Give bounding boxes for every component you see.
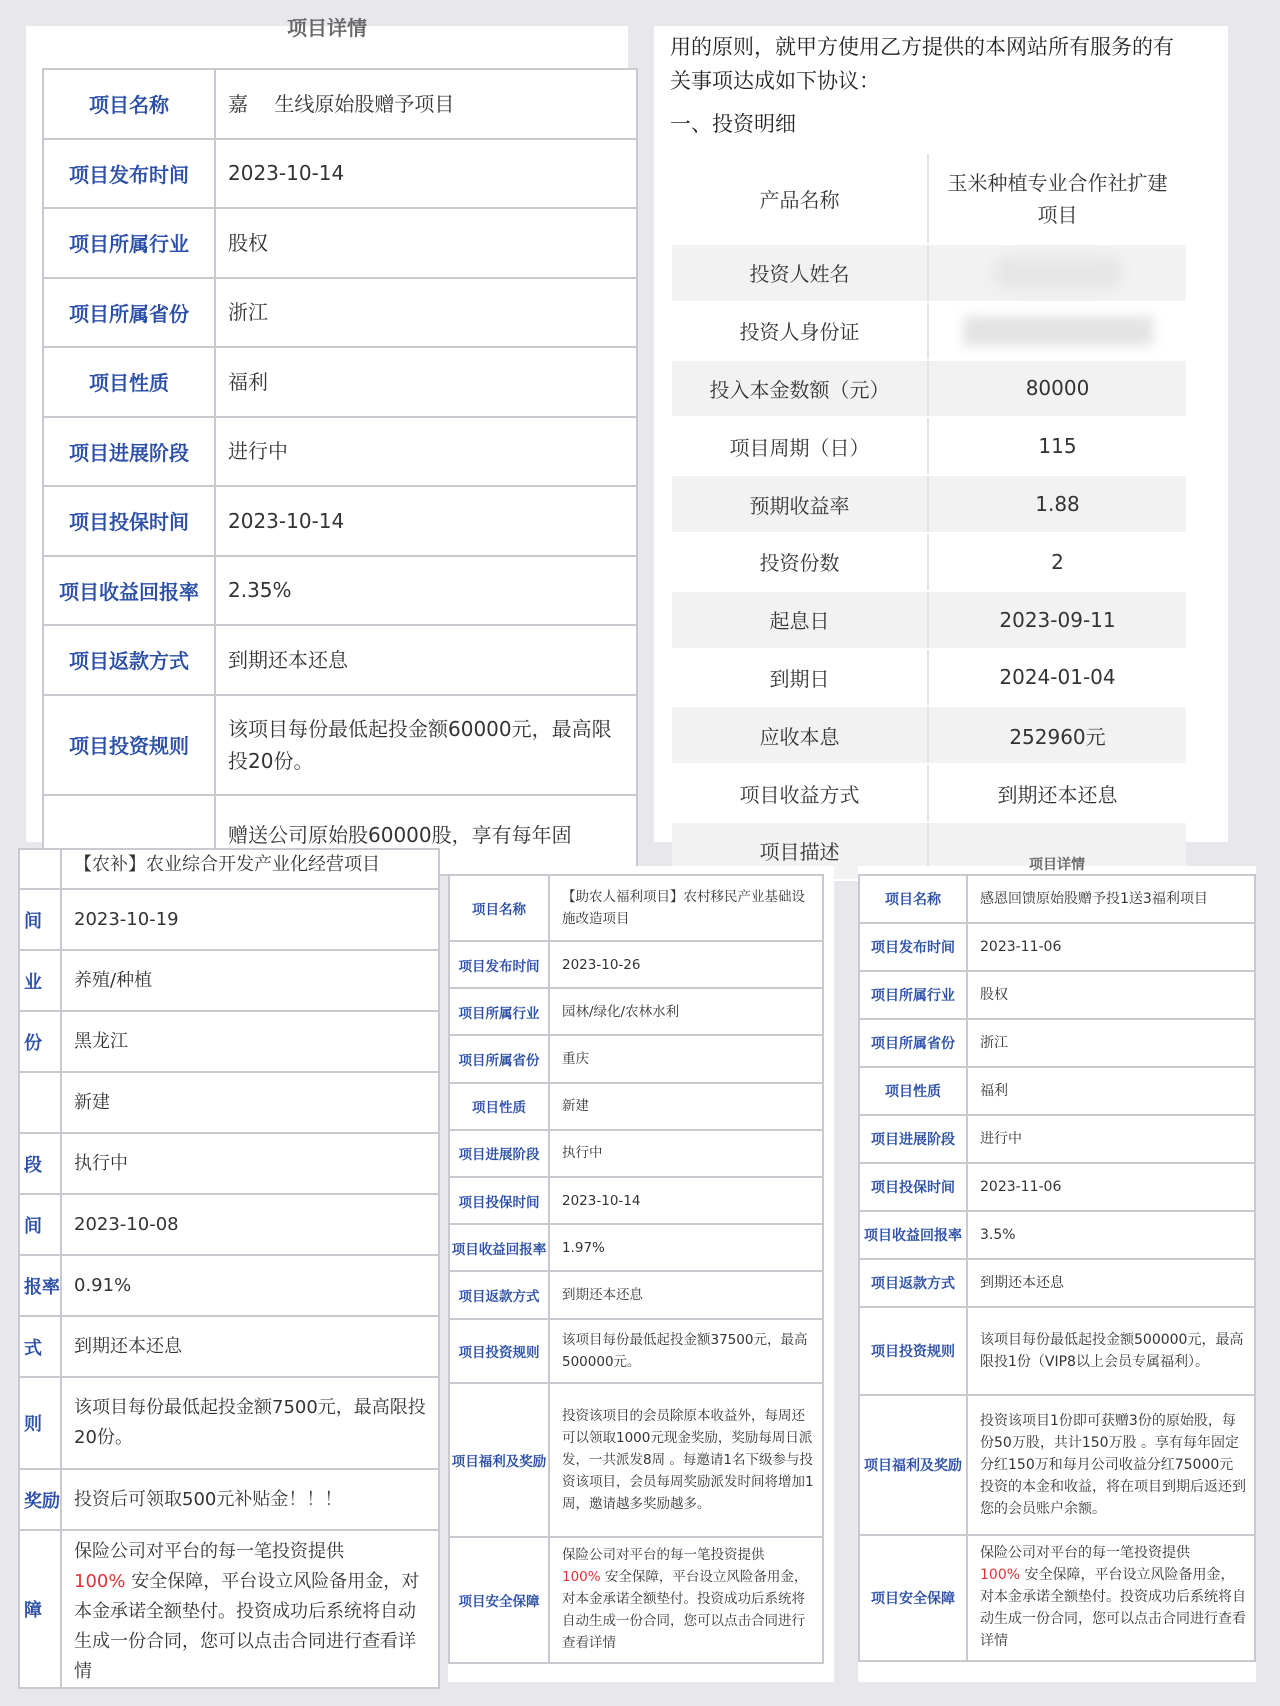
row-label: 项目福利及奖励	[859, 1395, 967, 1535]
contract-intro-text: 用的原则，就甲方使用乙方提供的本网站所有服务的有关事项达成如下协议：	[670, 35, 1174, 93]
table-row	[672, 764, 1186, 822]
row-value: 1.97%	[549, 1224, 823, 1271]
row-label: 投资人姓名	[672, 244, 928, 302]
table-row	[859, 1395, 1255, 1535]
safety-percent: 100%	[562, 1568, 601, 1585]
panel-title: 项目详情	[287, 16, 367, 40]
table-row	[19, 1194, 439, 1255]
row-label: 项目投保时间	[859, 1163, 967, 1211]
table-row	[672, 533, 1186, 591]
table-row	[859, 1019, 1255, 1067]
row-value: 2023-11-06	[967, 1163, 1255, 1211]
row-label: 项目返款方式	[449, 1271, 549, 1318]
row-value: 玉米种植专业合作社扩建项目	[928, 154, 1186, 244]
table-row	[19, 1011, 439, 1072]
row-value: 2023-10-26	[549, 941, 823, 988]
row-label: 项目安全保障	[859, 1535, 967, 1661]
row-label: 业	[19, 950, 61, 1011]
table-row	[672, 302, 1186, 360]
safety-text-rest: 安全保障，平台设立风险备用金，对本金承诺全额垫付。投资成功后系统将自动生成一份合同，您可以点击合同进行查看详情	[562, 1568, 808, 1651]
table-row	[19, 1255, 439, 1316]
row-label: 项目进展阶段	[449, 1130, 549, 1177]
investment-detail-table	[672, 154, 1186, 881]
redaction-blur	[963, 316, 1153, 346]
table-row	[449, 1130, 823, 1177]
row-value: 浙江	[967, 1019, 1255, 1067]
row-value: 2023-11-06	[967, 923, 1255, 971]
row-label: 投资人身份证	[672, 302, 928, 360]
row-label: 项目发布时间	[859, 923, 967, 971]
row-label: 项目投保时间	[43, 486, 215, 556]
table-row	[19, 889, 439, 950]
row-label: 项目所属省份	[859, 1019, 967, 1067]
row-value: 0.91%	[61, 1255, 439, 1316]
panel-project-detail-5	[858, 857, 1256, 1682]
row-value: 赠送公司原始股60000股，享有每年固	[215, 795, 637, 875]
row-label: 项目名称	[449, 875, 549, 941]
row-label: 障	[19, 1530, 61, 1688]
row-label: 奖励	[19, 1469, 61, 1530]
row-value: 2023-10-08	[61, 1194, 439, 1255]
table-row	[859, 875, 1255, 923]
panel-project-detail-1	[26, 16, 628, 847]
safety-text	[967, 1535, 1255, 1661]
row-label: 项目收益回报率	[43, 556, 215, 626]
row-label: 项目安全保障	[449, 1537, 549, 1663]
table-row	[43, 347, 637, 417]
table-row	[19, 1072, 439, 1133]
row-value: 252960元	[928, 706, 1186, 764]
row-value: 执行中	[61, 1133, 439, 1194]
table-row	[672, 417, 1186, 475]
table-row	[859, 1115, 1255, 1163]
table-row	[672, 706, 1186, 764]
table-row-safety	[449, 1537, 823, 1663]
row-value: 2023-10-19	[61, 889, 439, 950]
row-label: 项目性质	[43, 347, 215, 417]
row-label: 项目所属行业	[859, 971, 967, 1019]
table-row	[43, 556, 637, 626]
row-label: 项目描述	[672, 822, 928, 880]
row-label: 间	[19, 889, 61, 950]
row-label: 间	[19, 1194, 61, 1255]
row-value: 投资后可领取500元补贴金！！！	[61, 1469, 439, 1530]
row-value: 到期还本还息	[61, 1316, 439, 1377]
row-label: 项目投保时间	[449, 1177, 549, 1224]
row-value: 3.5%	[967, 1211, 1255, 1259]
row-label: 项目发布时间	[43, 139, 215, 209]
row-label: 项目投资规则	[449, 1319, 549, 1383]
table-row	[859, 971, 1255, 1019]
row-value: 福利	[215, 347, 637, 417]
table-row	[449, 1383, 823, 1537]
safety-percent: 100%	[74, 1571, 126, 1592]
table-row	[449, 1177, 823, 1224]
row-value: 新建	[549, 1083, 823, 1130]
safety-text-lead: 保险公司对平台的每一笔投资提供	[980, 1545, 1190, 1561]
table-row	[43, 695, 637, 795]
row-value: 股权	[967, 971, 1255, 1019]
row-value: 1.88	[928, 475, 1186, 533]
row-value: 进行中	[967, 1115, 1255, 1163]
row-label: 项目所属省份	[449, 1035, 549, 1082]
redaction-blur	[993, 257, 1123, 289]
table-row	[449, 988, 823, 1035]
row-value: 【农补】农业综合开发产业化经营项目	[61, 849, 439, 889]
table-row	[672, 244, 1186, 302]
table-row	[449, 1271, 823, 1318]
row-label	[19, 849, 61, 889]
redacted-value	[928, 244, 1186, 302]
safety-text-lead: 保险公司对平台的每一笔投资提供	[562, 1546, 765, 1563]
table-row	[43, 208, 637, 278]
table-row	[672, 360, 1186, 418]
row-value: 股权	[215, 208, 637, 278]
redacted-value	[928, 302, 1186, 360]
row-value: 该项目每份最低起投金额60000元，最高限投20份。	[215, 695, 637, 795]
row-value: 2023-10-14	[215, 486, 637, 556]
row-label: 投资份数	[672, 533, 928, 591]
row-label: 报率	[19, 1255, 61, 1316]
table-row	[449, 1035, 823, 1082]
row-label: 项目收益回报率	[859, 1211, 967, 1259]
row-label: 项目进展阶段	[859, 1115, 967, 1163]
safety-text-lead: 保险公司对平台的每一笔投资提供	[74, 1541, 344, 1562]
row-label: 段	[19, 1133, 61, 1194]
safety-text	[549, 1537, 823, 1663]
table-row	[859, 1211, 1255, 1259]
row-label: 预期收益率	[672, 475, 928, 533]
row-label: 起息日	[672, 591, 928, 649]
row-value: 投资该项目的会员除原本收益外，每周还可以领取1000元现金奖励，奖励每周日派发，一共派发8周 。每邀请1名下级参与投资该项目，会员每周奖励派发时间将增加1周，邀请越多奖励越多。	[549, 1383, 823, 1537]
table-row	[859, 1163, 1255, 1211]
row-value: 2023-10-14	[549, 1177, 823, 1224]
row-value: 福利	[967, 1067, 1255, 1115]
detail-table	[448, 874, 824, 1664]
panel-project-detail-4	[448, 866, 834, 1682]
table-row	[19, 1316, 439, 1377]
table-row	[859, 1259, 1255, 1307]
row-label: 项目发布时间	[449, 941, 549, 988]
row-value: 投资该项目1份即可获赠3份的原始股，每份50万股，共计150万股 。享有每年固定分红150万和每月公司收益分红75000元 投资的本金和收益，将在项目到期后返还到您的会员账户余额。	[967, 1395, 1255, 1535]
row-label: 项目福利及奖励	[449, 1383, 549, 1537]
table-row	[672, 591, 1186, 649]
table-row	[449, 1319, 823, 1383]
row-label: 项目名称	[859, 875, 967, 923]
row-label: 项目返款方式	[43, 625, 215, 695]
row-value: 到期还本还息	[549, 1271, 823, 1318]
row-value: 2024-01-04	[928, 649, 1186, 707]
row-value: 【助农人福利项目】农村移民产业基础设施改造项目	[549, 875, 823, 941]
row-label: 投入本金数额（元）	[672, 360, 928, 418]
table-row-safety	[859, 1535, 1255, 1661]
row-label: 产品名称	[672, 154, 928, 244]
safety-text-rest: 安全保障，平台设立风险备用金，对本金承诺全额垫付。投资成功后系统将自动生成一份合同，您可以点击合同进行查看详情	[74, 1571, 420, 1682]
table-row	[672, 649, 1186, 707]
row-value: 浙江	[215, 278, 637, 348]
row-label	[19, 1072, 61, 1133]
table-row	[43, 486, 637, 556]
table-row	[19, 849, 439, 889]
table-row	[19, 1377, 439, 1469]
row-value: 到期还本还息	[928, 764, 1186, 822]
table-row	[43, 417, 637, 487]
table-row	[43, 139, 637, 209]
panel-title: 项目详情	[1029, 857, 1085, 873]
detail-table	[18, 848, 440, 1689]
row-value: 到期还本还息	[215, 625, 637, 695]
row-value: 2	[928, 533, 1186, 591]
table-row	[859, 1067, 1255, 1115]
table-row	[19, 1469, 439, 1530]
table-row	[19, 950, 439, 1011]
row-label: 应收本息	[672, 706, 928, 764]
row-value: 该项目每份最低起投金额37500元，最高500000元。	[549, 1319, 823, 1383]
table-row	[449, 941, 823, 988]
safety-percent: 100%	[980, 1567, 1021, 1583]
row-value: 2023-09-11	[928, 591, 1186, 649]
row-value: 进行中	[215, 417, 637, 487]
row-label: 项目所属行业	[43, 208, 215, 278]
panel-project-detail-3	[24, 854, 426, 1682]
row-label: 项目性质	[449, 1083, 549, 1130]
detail-table	[42, 68, 638, 876]
row-label: 式	[19, 1316, 61, 1377]
table-row	[449, 1083, 823, 1130]
safety-text-rest: 安全保障，平台设立风险备用金，对本金承诺全额垫付。投资成功后系统将自动生成一份合同，您可以点击合同进行查看详情	[980, 1567, 1246, 1649]
table-row	[859, 923, 1255, 971]
table-row	[43, 625, 637, 695]
table-row	[859, 1307, 1255, 1395]
detail-table	[858, 874, 1256, 1662]
row-value: 重庆	[549, 1035, 823, 1082]
row-value: 该项目每份最低起投金额500000元，最高限投1份（VIP8以上会员专属福利）。	[967, 1307, 1255, 1395]
row-value: 2.35%	[215, 556, 637, 626]
row-label: 到期日	[672, 649, 928, 707]
table-row	[672, 154, 1186, 244]
row-value: 养殖/种植	[61, 950, 439, 1011]
row-value: 新建	[61, 1072, 439, 1133]
table-row	[449, 875, 823, 941]
row-value: 2023-10-14	[215, 139, 637, 209]
row-label: 项目名称	[43, 69, 215, 139]
row-value: 80000	[928, 360, 1186, 418]
safety-text	[61, 1530, 439, 1688]
row-label: 则	[19, 1377, 61, 1469]
row-label: 项目所属省份	[43, 278, 215, 348]
row-label: 项目收益方式	[672, 764, 928, 822]
row-value: 115	[928, 417, 1186, 475]
row-value: 该项目每份最低起投金额7500元，最高限投20份。	[61, 1377, 439, 1469]
row-label: 项目返款方式	[859, 1259, 967, 1307]
table-row	[19, 1133, 439, 1194]
row-label: 项目收益回报率	[449, 1224, 549, 1271]
row-label: 份	[19, 1011, 61, 1072]
row-label: 项目周期（日）	[672, 417, 928, 475]
row-value: 执行中	[549, 1130, 823, 1177]
row-label: 项目投资规则	[43, 695, 215, 795]
row-value: 园林/绿化/农林水利	[549, 988, 823, 1035]
row-value: 感恩回馈原始股赠予投1送3福利项目	[967, 875, 1255, 923]
table-row	[43, 69, 637, 139]
row-value: 黑龙江	[61, 1011, 439, 1072]
row-label: 项目性质	[859, 1067, 967, 1115]
table-row	[449, 1224, 823, 1271]
section-heading: 一、投资明细	[670, 112, 796, 136]
row-label: 项目进展阶段	[43, 417, 215, 487]
row-label: 项目所属行业	[449, 988, 549, 1035]
row-value: 嘉 生线原始股赠予项目	[215, 69, 637, 139]
row-value: 到期还本还息	[967, 1259, 1255, 1307]
table-row	[672, 475, 1186, 533]
table-row	[43, 278, 637, 348]
table-row-safety	[19, 1530, 439, 1688]
row-label: 项目投资规则	[859, 1307, 967, 1395]
